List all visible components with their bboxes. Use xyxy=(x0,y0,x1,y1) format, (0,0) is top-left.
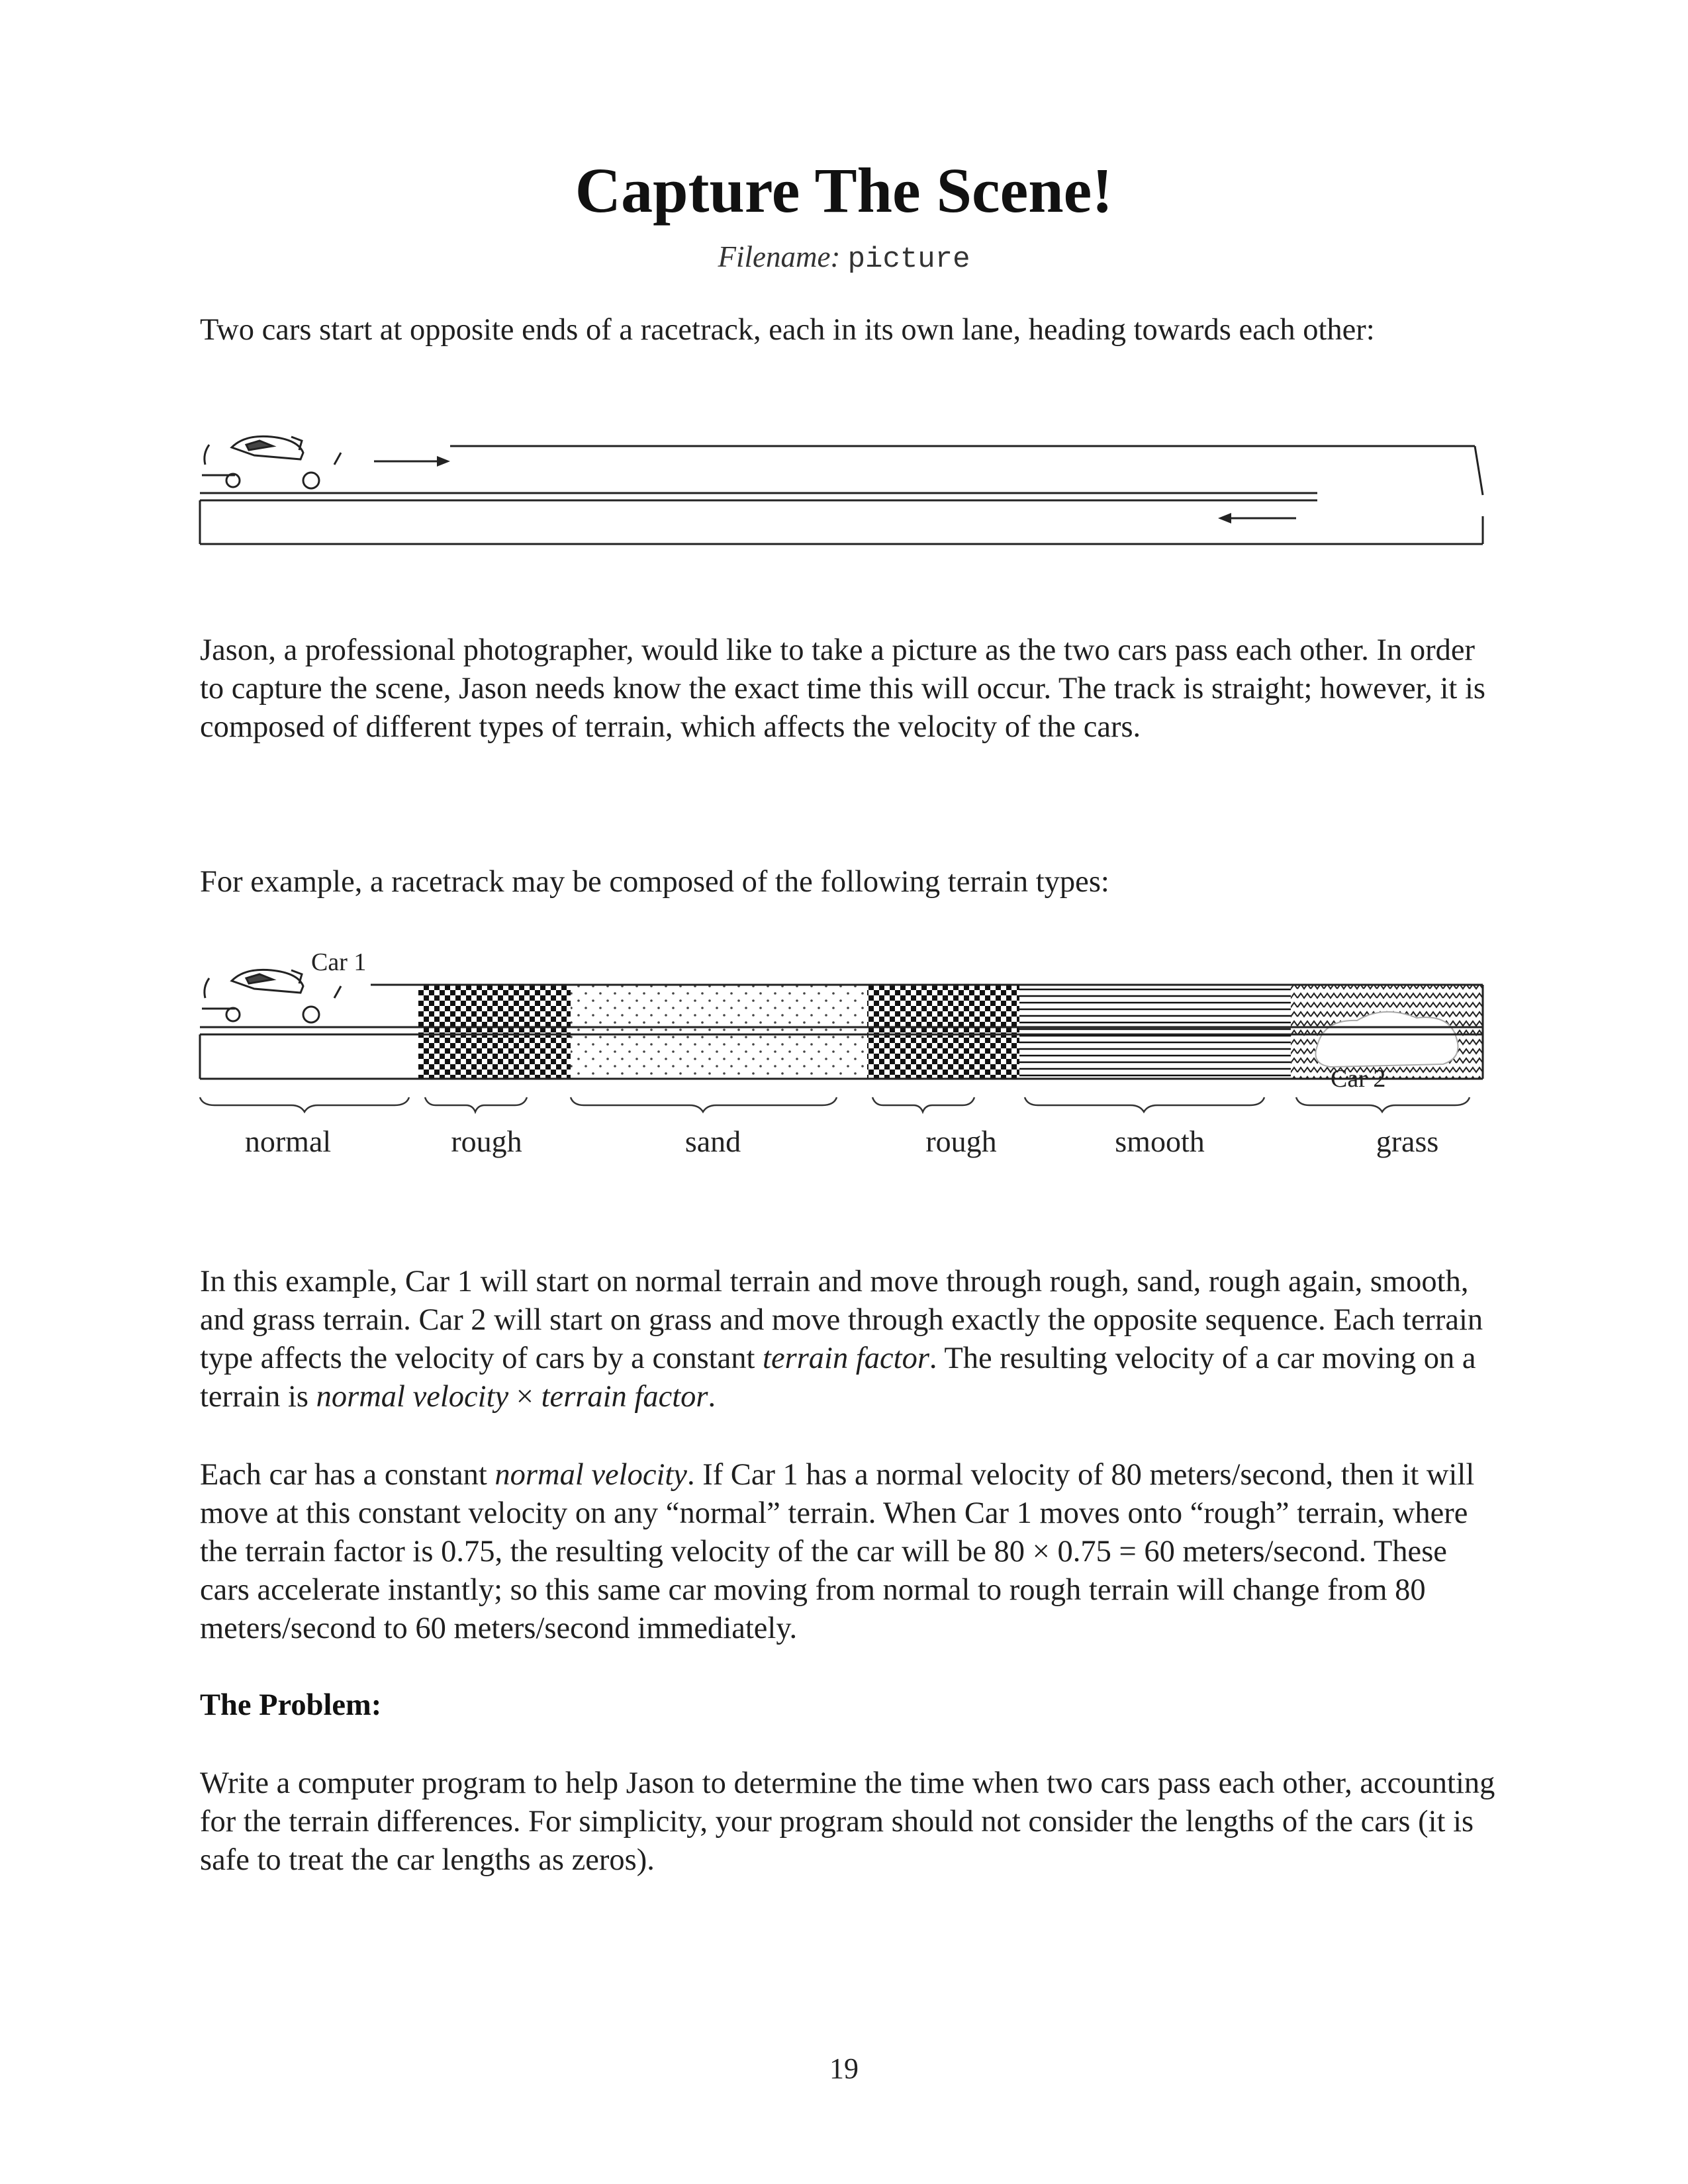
terrain-braces xyxy=(200,1097,1470,1112)
racetrack-figure xyxy=(0,424,1688,569)
terrain-figure xyxy=(0,940,1688,1191)
filename-line xyxy=(0,240,1688,276)
in-example-paragraph: In this example, Car 1 will start on normal terrain and move through rough, sand, rough again, smooth, and grass terrain. Car 2 will start on grass and move through exactly the opposite sequence. Each terrain type affects the velocity of cars by a constant terrain factor. The resulting velocity of a car moving on a terrain is normal velocity × terrain factor. xyxy=(200,1265,1483,1414)
terrain-labels xyxy=(245,1124,1438,1158)
page-number: 19 xyxy=(829,2052,859,2085)
terrain-label-grass: grass xyxy=(1376,1124,1439,1158)
page-title: Capture The Scene! xyxy=(575,155,1113,226)
example-intro-paragraph: For example, a racetrack may be composed of the following terrain types: xyxy=(200,865,1109,899)
normal-velocity-paragraph: Each car has a constant normal velocity. If Car 1 has a normal velocity of 80 meters/second, then it will move at this constant velocity on any “normal” terrain. When Car 1 moves onto “rough” terrain, where the terrain factor is 0.75, the resulting velocity of the car will be 80 × 0.75 = 60 meters/second. These cars accelerate instantly; so this same car moving from normal to rough terrain will change from 80 meters/second to 60 meters/second immediately. xyxy=(200,1458,1475,1645)
car-1-label: Car 1 xyxy=(311,948,367,976)
car-1-drawing xyxy=(202,436,341,488)
problem-paragraph: Write a computer program to help Jason to determine the time when two cars pass each other, accounting for the terrain differences. For simplicity, your program should not consider the lengths of the cars (it is safe to treat the car lengths as zeros). xyxy=(200,1766,1495,1877)
terrain-label-smooth: smooth xyxy=(1115,1124,1205,1158)
terrain-label-rough: rough xyxy=(925,1124,997,1158)
arrow-left-icon xyxy=(1218,513,1296,523)
terrain-segments xyxy=(418,985,1483,1079)
terrain-rough-1 xyxy=(418,985,571,1079)
car-2-label: Car 2 xyxy=(1331,1065,1386,1093)
car-1-drawing xyxy=(202,970,341,1023)
intro-paragraph: Two cars start at opposite ends of a racetrack, each in its own lane, heading towards each other: xyxy=(200,313,1375,347)
terrain-label-sand: sand xyxy=(684,1124,741,1158)
filename-label: Filename: xyxy=(718,240,841,273)
terrain-label-normal: normal xyxy=(244,1124,332,1158)
arrow-right-icon xyxy=(374,456,450,467)
terrain-smooth xyxy=(1019,985,1291,1079)
jason-paragraph: Jason, a professional photographer, would like to take a picture as the two cars pass each other. In order to capture the scene, Jason needs know the exact time this will occur. The track is straight; however, it is composed of different types of terrain, which affects the velocity of the cars. xyxy=(200,633,1485,744)
terrain-rough-2 xyxy=(867,985,1019,1079)
terrain-label-rough: rough xyxy=(451,1124,522,1158)
terrain-sand xyxy=(571,985,867,1079)
filename-value: picture xyxy=(847,243,970,276)
problem-heading: The Problem: xyxy=(200,1688,382,1722)
